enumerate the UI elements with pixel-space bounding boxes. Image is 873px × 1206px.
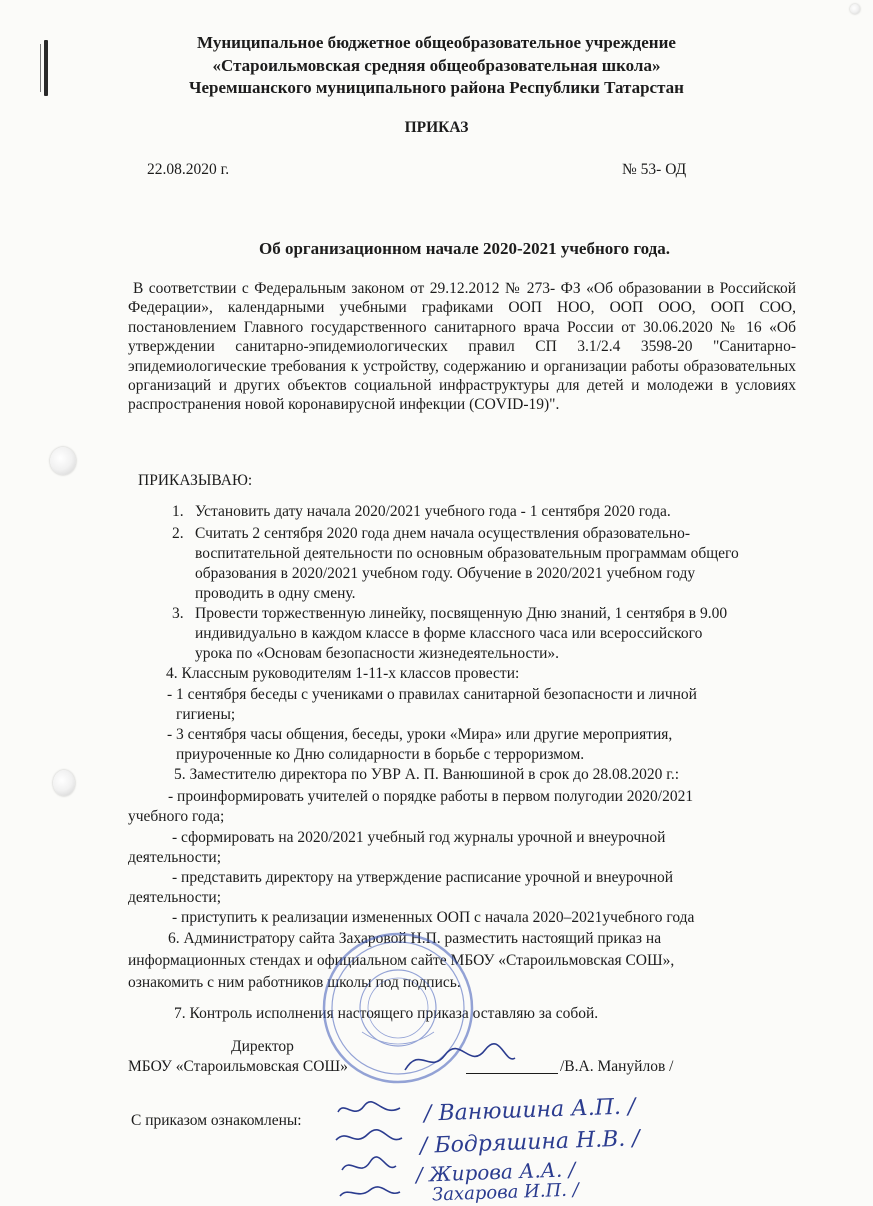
school-name-line-2: «Староильмовская средняя общеобразовательная школа» <box>212 56 661 75</box>
item-4-line-5: приуроченные ко Дню солидарности в борьбе с терроризмом. <box>176 746 585 763</box>
acquaintance-signature-2: / Бодряшина Н.В. / <box>419 1126 641 1159</box>
item-7-line-1: 7. Контроль исполнения настоящего приказа оставляю за собой. <box>174 1005 599 1022</box>
order-date: 22.08.2020 г. <box>147 161 230 178</box>
item-5-line-4: - сформировать на 2020/2021 учебный год журналы урочной и внеурочной <box>172 829 666 846</box>
item-5-line-5: деятельности; <box>128 849 222 866</box>
director-position: Директор <box>231 1038 294 1055</box>
item-6-line-2: информационных стендах и официальном сайте МБОУ «Староильмовская СОШ», <box>128 952 675 969</box>
handwritten-initials <box>330 1098 420 1200</box>
acquaintance-signature-4: Захарова И.П. / <box>431 1179 580 1206</box>
order-word: ПРИКАЗЫВАЮ: <box>138 472 253 489</box>
document-type: ПРИКАЗ <box>404 119 469 136</box>
item-6-line-1: 6. Администратору сайта Захаровой Н.П. разместить настоящий приказ на <box>168 930 662 947</box>
item-5-line-2: - проинформировать учителей о порядке работы в первом полугодии 2020/2021 <box>168 788 694 805</box>
item-2-line-3: образования в 2020/2021 учебном году. Обучение в 2020/2021 учебном году <box>195 565 696 582</box>
item-3-number: 3. <box>172 605 184 622</box>
item-4-line-4: - 3 сентября часы общения, беседы, уроки «Мира» или другие мероприятия, <box>167 726 673 743</box>
item-4-line-1: 4. Классным руководителям 1-11-х классов провести: <box>166 665 520 682</box>
item-3-line-1: Провести торжественную линейку, посвященную Дню знаний, 1 сентября в 9.00 <box>195 605 728 622</box>
corner-hole <box>850 4 860 14</box>
item-5-line-8: - приступить к реализации измененных ООП с начала 2020–2021учебного года <box>172 909 695 926</box>
order-number: № 53- ОД <box>622 161 687 178</box>
item-5-line-6: - представить директору на утверждение расписание урочной и внеурочной <box>172 869 674 886</box>
director-organization: МБОУ «Староильмовская СОШ» <box>128 1058 348 1075</box>
item-5-line-7: деятельности; <box>128 889 222 906</box>
item-1-line-1: Установить дату начала 2020/2021 учебного года - 1 сентября 2020 года. <box>195 503 671 520</box>
school-name-line-3: Черемшанского муниципального района Республики Татарстан <box>189 78 684 97</box>
item-3-line-2: индивидуально в каждом классе в форме классного часа или всероссийского <box>195 625 703 642</box>
item-2-line-2: воспитательной деятельности по основным образовательным программам общего <box>195 545 739 562</box>
item-5-line-1: 5. Заместителю директора по УВР А. П. Ванюшиной в срок до 28.08.2020 г.: <box>174 766 680 783</box>
item-2-line-1: Считать 2 сентября 2020 года днем начала осуществления образовательно- <box>195 525 691 542</box>
acquaintance-signature-1: / Ванюшина А.П. / <box>423 1094 636 1127</box>
acquaintance-signature-3: / Жирова А.А. / <box>415 1157 576 1187</box>
item-4-line-2: - 1 сентября беседы с учениками о правилах санитарной безопасности и личной <box>167 686 697 703</box>
item-5-line-3: учебного года; <box>128 808 225 825</box>
item-2-line-4: проводить в одну смену. <box>195 585 356 602</box>
school-name-line-1: Муниципальное бюджетное общеобразовательное учреждение <box>197 33 676 52</box>
director-signature <box>400 1040 520 1080</box>
item-4-line-3: гигиены; <box>176 706 236 723</box>
preamble-paragraph: В соответствии с Федеральным законом от 29.12.2012 № 273- ФЗ «Об образовании в Российской Федерации», календарными учебными графиками ООП НОО, ООП ООО, ООП СОО, постановлением Главного государственного санитарного врача России от 30.06.2020 № 16 «Об утверждении санитарно-эпидемиологических правил СП 3.1/2.4 3598-20 "Санитарно-эпидемиологические требования к устройству, содержанию и организации работы образовательных организаций и других объектов социальной инфраструктуры для детей и молодежи в условиях распространения новой коронавирусной инфекции (COVID-19)". <box>128 280 796 414</box>
punch-hole-bottom <box>53 770 75 796</box>
director-name: /В.А. Мануйлов / <box>560 1058 674 1075</box>
acquainted-label: С приказом ознакомлены: <box>131 1112 302 1129</box>
punch-hole-top <box>50 447 76 475</box>
item-2-number: 2. <box>172 525 184 542</box>
order-title: Об организационном начале 2020-2021 учебного года. <box>259 239 670 258</box>
item-3-line-3: урока по «Основам безопасности жизнедеятельности». <box>195 645 560 662</box>
item-6-line-3: ознакомить с ним работников школы под подпись. <box>128 974 461 991</box>
item-1-number: 1. <box>172 503 184 520</box>
